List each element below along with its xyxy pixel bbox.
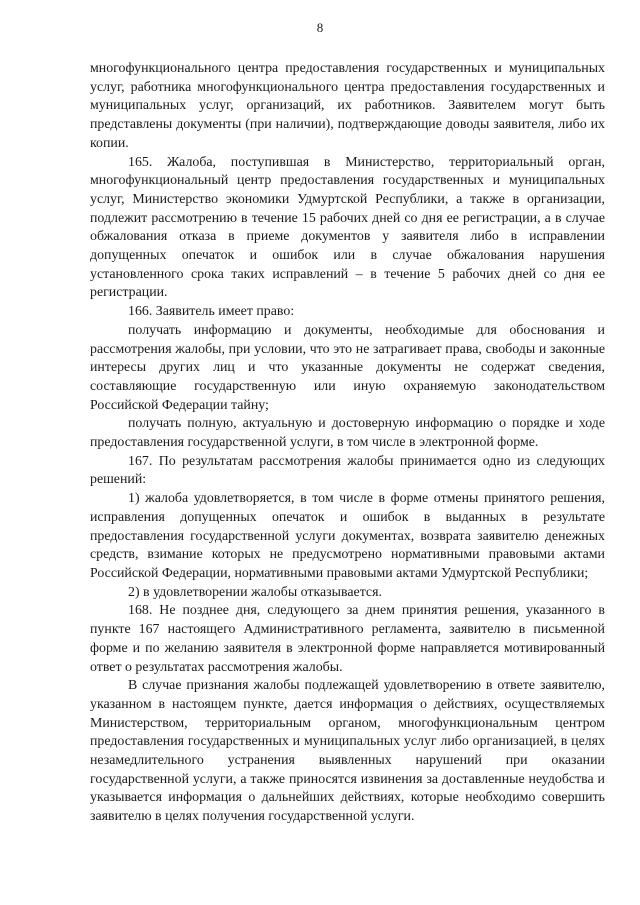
- paragraph-167-decision-1: 1) жалоба удовлетворяется, в том числе в форме отмены принятого решения, исправления допущенных опечаток и ошибок в выданных в результате предоставления государственной услуги документах, возврата заявителю денежных средств, взимание которых не предусмотрено нормативными правовыми актами Российской Федерации, нормативными правовыми актами Удмуртской Республики;: [90, 491, 605, 581]
- document-body: [90, 60, 605, 827]
- paragraph-167: 167. По результатам рассмотрения жалобы принимается одно из следующих решений:: [90, 453, 605, 488]
- paragraph-165: 165. Жалоба, поступившая в Министерство, территориальный орган, многофункциональный центр предоставления государственных и муниципальных услуг, Министерство экономики Удмуртской Республики, а также в организации, подлежит рассмотрению в течение 15 рабочих дней со дня ее регистрации, а в случае обжалования отказа в приеме документов у заявителя либо в исправлении допущенных опечаток и ошибок или в случае обжалования нарушения установленного срока таких исправлений – в течение 5 рабочих дней со дня ее регистрации.: [90, 154, 605, 301]
- paragraph-166-right-1: получать информацию и документы, необходимые для обоснования и рассмотрения жалобы, при условии, что это не затрагивает права, свободы и законные интересы других лиц и что указанные документы не содержат сведения, составляющие государственную или иную охраняемую законодательством Российской Федерации тайну;: [90, 322, 605, 413]
- paragraph-168-satisfied: В случае признания жалобы подлежащей удовлетворению в ответе заявителю, указанном в настоящем пункте, дается информация о действиях, осуществляемых Министерством, территориальным органом, многофункциональным центром предоставления государственных и муниципальных услуг либо организацией, в целях незамедлительного устранения выявленных нарушений при оказании государственной услуги, а также приносятся извинения за доставленные неудобства и указывается информация о дальнейших действиях, которые необходимо совершить заявителю в целях получения государственной услуги.: [90, 678, 605, 825]
- paragraph-168: 168. Не позднее дня, следующего за днем принятия решения, указанного в пункте 167 настоящего Административного регламента, заявителю в письменной форме и по желанию заявителя в электронной форме направляется мотивированный ответ о результатах рассмотрения жалобы.: [90, 603, 605, 675]
- paragraph-continuation: многофункционального центра предоставления государственных и муниципальных услуг, работника многофункционального центра предоставления государственных и муниципальных услуг, организаций, их работников. Заявителем могут быть представлены документы (при наличии), подтверждающие доводы заявителя, либо их копии.: [90, 61, 605, 151]
- paragraph-167-decision-2: 2) в удовлетворении жалобы отказывается.: [128, 584, 382, 600]
- paragraph-166-right-2: получать полную, актуальную и достоверную информацию о порядке и ходе предоставления государственной услуги, в том числе в электронной форме.: [90, 416, 605, 451]
- paragraph-166: 166. Заявитель имеет право:: [128, 304, 295, 320]
- page-number: 8: [316, 20, 324, 35]
